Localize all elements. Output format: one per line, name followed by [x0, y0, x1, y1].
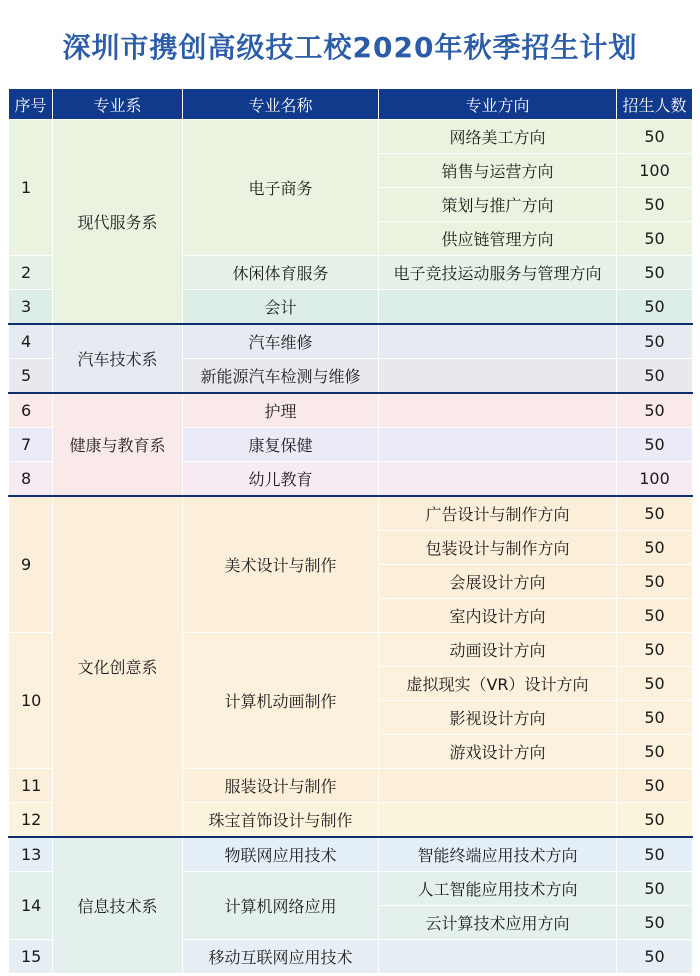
- dir-cell: [379, 359, 617, 394]
- dir-cell: 动画设计方向: [379, 633, 617, 667]
- seq-cell: 14: [9, 872, 53, 940]
- dept-cell: 健康与教育系: [53, 393, 183, 496]
- num-cell: 50: [617, 428, 693, 462]
- table-row: [9, 837, 693, 872]
- num-cell: 100: [617, 462, 693, 497]
- major-cell: 幼儿教育: [183, 462, 379, 497]
- enrollment-table: [8, 88, 693, 974]
- num-cell: 50: [617, 393, 693, 428]
- major-cell: 护理: [183, 393, 379, 428]
- dept-cell: 文化创意系: [53, 496, 183, 837]
- seq-cell: 12: [9, 803, 53, 838]
- dept-cell: 汽车技术系: [53, 324, 183, 393]
- header-dept: 专业系: [53, 89, 183, 120]
- dir-cell: 智能终端应用技术方向: [379, 837, 617, 872]
- num-cell: 50: [617, 803, 693, 838]
- seq-cell: 7: [9, 428, 53, 462]
- dir-cell: 包装设计与制作方向: [379, 531, 617, 565]
- seq-cell: 4: [9, 324, 53, 359]
- page-title: 深圳市携创高级技工校2020年秋季招生计划: [62, 31, 638, 64]
- dir-cell: 云计算技术应用方向: [379, 906, 617, 940]
- num-cell: 50: [617, 633, 693, 667]
- major-cell: 物联网应用技术: [183, 837, 379, 872]
- num-cell: 50: [617, 324, 693, 359]
- dir-cell: 虚拟现实（VR）设计方向: [379, 667, 617, 701]
- major-cell: 计算机网络应用: [183, 872, 379, 940]
- num-cell: 50: [617, 290, 693, 325]
- dir-cell: 广告设计与制作方向: [379, 496, 617, 531]
- dir-cell: 供应链管理方向: [379, 222, 617, 256]
- major-cell: 汽车维修: [183, 324, 379, 359]
- dir-cell: [379, 462, 617, 497]
- seq-cell: 5: [9, 359, 53, 394]
- dir-cell: [379, 940, 617, 974]
- seq-cell: 9: [9, 496, 53, 633]
- dir-cell: [379, 393, 617, 428]
- dir-cell: 电子竞技运动服务与管理方向: [379, 256, 617, 290]
- seq-cell: 6: [9, 393, 53, 428]
- header-dir: 专业方向: [379, 89, 617, 120]
- num-cell: 50: [617, 120, 693, 154]
- table-row: [9, 393, 693, 428]
- num-cell: 50: [617, 837, 693, 872]
- dept-cell: 现代服务系: [53, 120, 183, 325]
- num-cell: 50: [617, 872, 693, 906]
- dir-cell: 影视设计方向: [379, 701, 617, 735]
- major-cell: 会计: [183, 290, 379, 325]
- dir-cell: 销售与运营方向: [379, 154, 617, 188]
- major-cell: 服装设计与制作: [183, 769, 379, 803]
- dir-cell: 会展设计方向: [379, 565, 617, 599]
- seq-cell: 8: [9, 462, 53, 497]
- table-row: [9, 120, 693, 154]
- num-cell: 50: [617, 769, 693, 803]
- major-cell: 珠宝首饰设计与制作: [183, 803, 379, 838]
- seq-cell: 1: [9, 120, 53, 256]
- header-row: [9, 89, 693, 120]
- header-num: 招生人数: [617, 89, 693, 120]
- major-cell: 计算机动画制作: [183, 633, 379, 769]
- dir-cell: [379, 324, 617, 359]
- dept-cell: 信息技术系: [53, 837, 183, 974]
- table-row: [9, 496, 693, 531]
- dir-cell: [379, 290, 617, 325]
- table-row: [9, 324, 693, 359]
- num-cell: 50: [617, 735, 693, 769]
- dir-cell: [379, 428, 617, 462]
- dir-cell: 策划与推广方向: [379, 188, 617, 222]
- major-cell: 移动互联网应用技术: [183, 940, 379, 974]
- major-cell: 电子商务: [183, 120, 379, 256]
- num-cell: 50: [617, 565, 693, 599]
- num-cell: 50: [617, 599, 693, 633]
- dir-cell: [379, 803, 617, 838]
- header-seq: 序号: [9, 89, 53, 120]
- header-major: 专业名称: [183, 89, 379, 120]
- num-cell: 50: [617, 359, 693, 394]
- major-cell: 休闲体育服务: [183, 256, 379, 290]
- seq-cell: 10: [9, 633, 53, 769]
- dir-cell: 室内设计方向: [379, 599, 617, 633]
- num-cell: 50: [617, 940, 693, 974]
- seq-cell: 11: [9, 769, 53, 803]
- dir-cell: 人工智能应用技术方向: [379, 872, 617, 906]
- major-cell: 新能源汽车检测与维修: [183, 359, 379, 394]
- num-cell: 50: [617, 667, 693, 701]
- major-cell: 美术设计与制作: [183, 496, 379, 633]
- num-cell: 50: [617, 906, 693, 940]
- seq-cell: 3: [9, 290, 53, 325]
- seq-cell: 2: [9, 256, 53, 290]
- num-cell: 50: [617, 256, 693, 290]
- seq-cell: 13: [9, 837, 53, 872]
- num-cell: 50: [617, 531, 693, 565]
- dir-cell: 游戏设计方向: [379, 735, 617, 769]
- seq-cell: 15: [9, 940, 53, 974]
- num-cell: 50: [617, 701, 693, 735]
- num-cell: 50: [617, 222, 693, 256]
- num-cell: 100: [617, 154, 693, 188]
- dir-cell: [379, 769, 617, 803]
- major-cell: 康复保健: [183, 428, 379, 462]
- dir-cell: 网络美工方向: [379, 120, 617, 154]
- num-cell: 50: [617, 188, 693, 222]
- num-cell: 50: [617, 496, 693, 531]
